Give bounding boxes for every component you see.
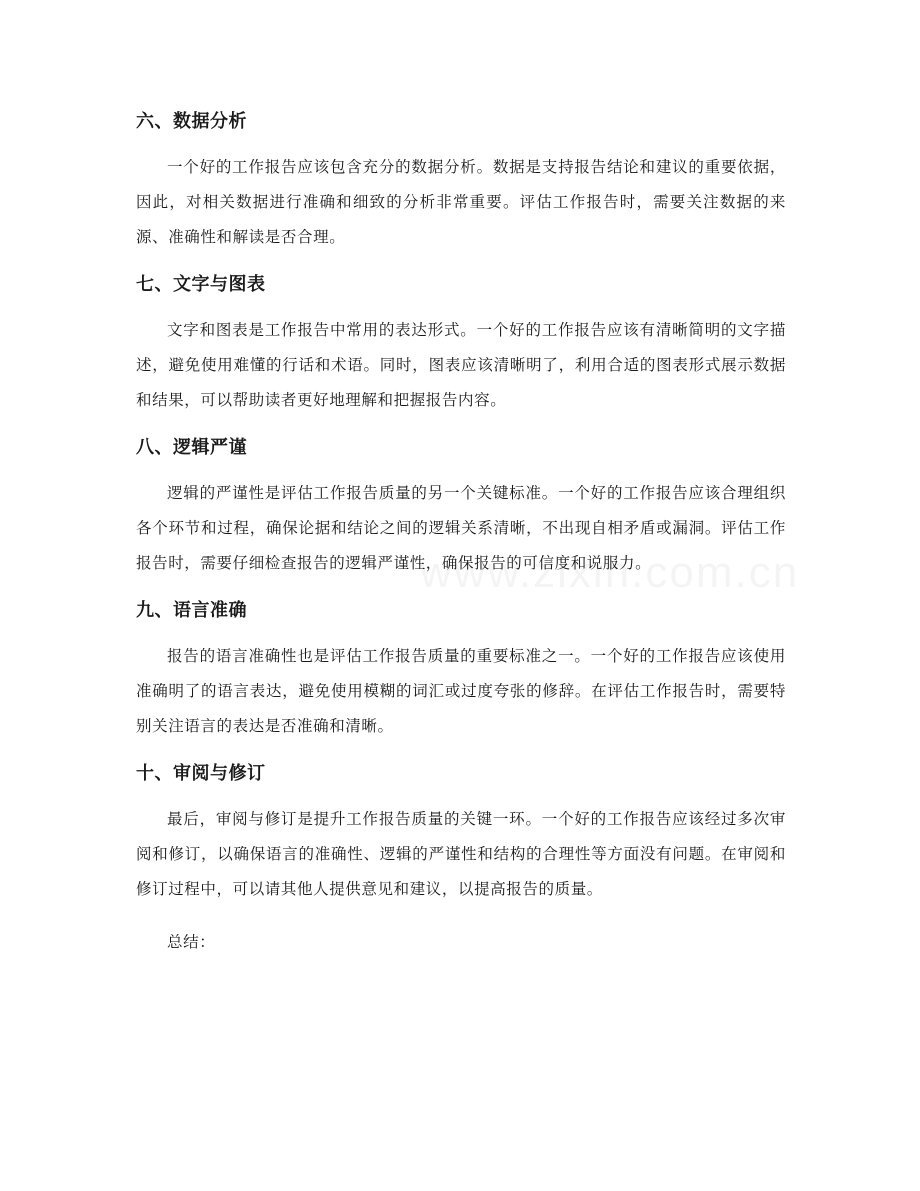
section-paragraph: 逻辑的严谨性是评估工作报告质量的另一个关键标准。一个好的工作报告应该合理组织各个环节和过程，确保论据和结论之间的逻辑关系清晰，不出现自相矛盾或漏洞。评估工作报告时，需要仔细检查报告的逻辑严谨性，确保报告的可信度和说服力。	[136, 484, 786, 572]
summary-label: 总结：	[167, 933, 216, 951]
document-content	[136, 106, 786, 960]
section-text-and-charts	[136, 269, 786, 418]
section-heading: 九、语言准确	[136, 600, 247, 621]
section-paragraph: 一个好的工作报告应该包含充分的数据分析。数据是支持报告结论和建议的重要依据，因此，对相关数据进行准确和细致的分析非常重要。评估工作报告时，需要关注数据的来源、准确性和解读是否合理。	[136, 158, 786, 246]
section-paragraph: 文字和图表是工作报告中常用的表达形式。一个好的工作报告应该有清晰简明的文字描述，避免使用难懂的行话和术语。同时，图表应该清晰明了，利用合适的图表形式展示数据和结果，可以帮助读者更好地理解和把握报告内容。	[136, 321, 786, 409]
section-language-accuracy	[136, 595, 786, 744]
section-paragraph: 最后，审阅与修订是提升工作报告质量的关键一环。一个好的工作报告应该经过多次审阅和修订，以确保语言的准确性、逻辑的严谨性和结构的合理性等方面没有问题。在审阅和修订过程中，可以请其他人提供意见和建议，以提高报告的质量。	[136, 810, 786, 898]
section-paragraph: 报告的语言准确性也是评估工作报告质量的重要标准之一。一个好的工作报告应该使用准确明了的语言表达，避免使用模糊的词汇或过度夸张的修辞。在评估工作报告时，需要特别关注语言的表达是否准确和清晰。	[136, 647, 786, 735]
section-heading: 十、审阅与修订	[136, 763, 266, 784]
section-heading: 八、逻辑严谨	[136, 437, 247, 458]
section-review-and-revision	[136, 758, 786, 907]
section-heading: 六、数据分析	[136, 111, 247, 132]
section-data-analysis	[136, 106, 786, 255]
section-logic-rigor	[136, 432, 786, 581]
section-heading: 七、文字与图表	[136, 274, 266, 295]
